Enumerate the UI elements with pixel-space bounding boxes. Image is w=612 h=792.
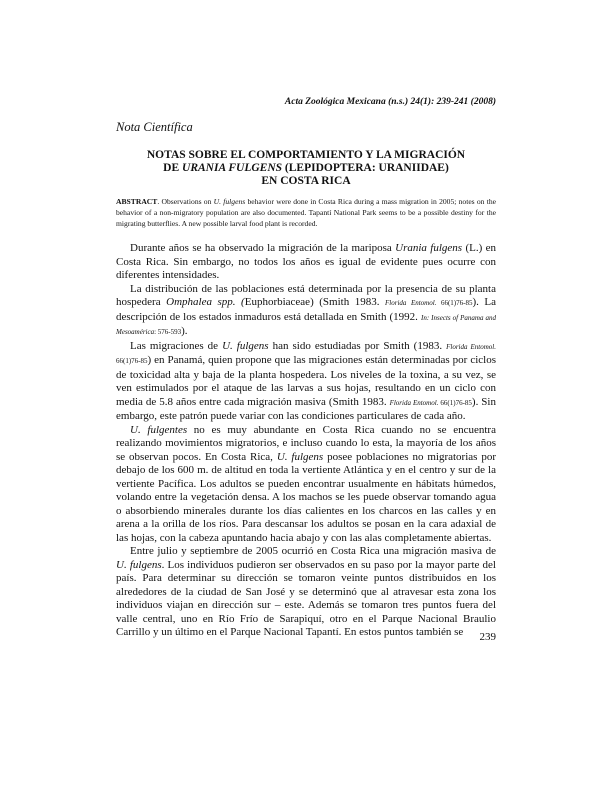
abstract-species: U. fulgens [213, 197, 246, 206]
paragraph-2: La distribución de las poblaciones está determinada por la presencia de su planta hospedera Omphalea spp. (Euphorbiaceae) (Smith 1983. Florida Entomol. 66(1)76-85). La descripción de los estados inmaduros está detallada en Smith (1992. In: Insects of Panama and Mesoamérica: 576-593). [116, 282, 496, 337]
title-line-1: NOTAS SOBRE EL COMPORTAMIENTO Y LA MIGRACIÓN [146, 149, 466, 161]
abstract-label: ABSTRACT [116, 197, 158, 206]
journal-citation: Acta Zoológica Mexicana (n.s.) 24(1): 239-241 (2008) [284, 97, 496, 107]
abstract-text-2: behavior were done in Costa Rica during a mass migration in 2005; notes on the behavior of a non-migratory population are also documented. Tapantí National Park seems to be a possible destiny for the migrating butterflies. A new possible larval food plant is recorded. [116, 197, 496, 228]
article-title [116, 149, 496, 188]
title-line-2 [116, 162, 496, 175]
paragraph-5: Entre julio y septiembre de 2005 ocurrió en Costa Rica una migración masiva de U. fulgens. Los individuos pudieron ser observados en su paso por la mayor parte del país. Para determinar su dirección se tomaron veinte puntos distribuidos en los alrededores de la ciudad de San José y se determinó que al atravesar esta zona los individuos viajan en dirección sur – este. Además se tomaron tres puntos fuera del valle central, uno en Río Frío de Sarapiquí, otro en el Parque Nacional Braulio Carrillo y un último en el Parque Nacional Tapantí. En estos puntos también se [116, 545, 496, 638]
title-suffix: (LEPIDOPTERA: URANIIDAE) [282, 162, 449, 174]
title-line-3: EN COSTA RICA [261, 175, 351, 187]
abstract-text-1: . Observations on [157, 197, 214, 206]
section-label: Nota Científica [116, 120, 193, 134]
paragraph-4: U. fulgentes no es muy abundante en Costa Rica cuando no se encuentra realizando movimientos migratorios, e incluso cuando lo esta, la mayoría de los años se observan pocos. En Costa Rica, U. fulgens posee poblaciones no migratorias por debajo de los 600 m. de altitud en toda la vertiente Atlántica y en el centro y sur de la vertiente Pacífica. Los adultos se pueden encontrar usualmente en hábitats húmedos, volando entre la vegetación densa. A los machos se les puede observar tomando agua o absorbiendo minerales durante los días calientes en los charcos en las calles y en arena a la orilla de los ríos. Para descansar los adultos se posan en la cara adaxial de las hojas, con la cabeza apuntando hacia abajo y con las alas completamente abiertas. [116, 423, 496, 544]
article-body [116, 242, 496, 640]
title-species: URANIA FULGENS [182, 162, 283, 174]
page-number: 239 [479, 631, 496, 643]
title-prefix: DE [163, 162, 183, 174]
paragraph-3: Las migraciones de U. fulgens han sido estudiadas por Smith (1983. Florida Entomol. 66(1)76-85) en Panamá, quien propone que las migraciones están determinadas por ciclos de toxicidad alta y baja de la planta hospedera. Los niveles de la toxina, a su vez, se ven estimulados por el ataque de las larvas a sus hojas, resultando en un ciclo con media de 5.8 años entre cada migración masiva (Smith 1983. Florida Entomol. 66(1)76-85). Sin embargo, este patrón puede variar con las condiciones particulares de cada año. [116, 339, 496, 422]
paragraph-1: Durante años se ha observado la migración de la mariposa Urania fulgens (L.) en Costa Rica. Sin embargo, no todos los años es igual de evidente pues ocurre con diferentes intensidades. [116, 242, 496, 281]
abstract [116, 196, 496, 229]
